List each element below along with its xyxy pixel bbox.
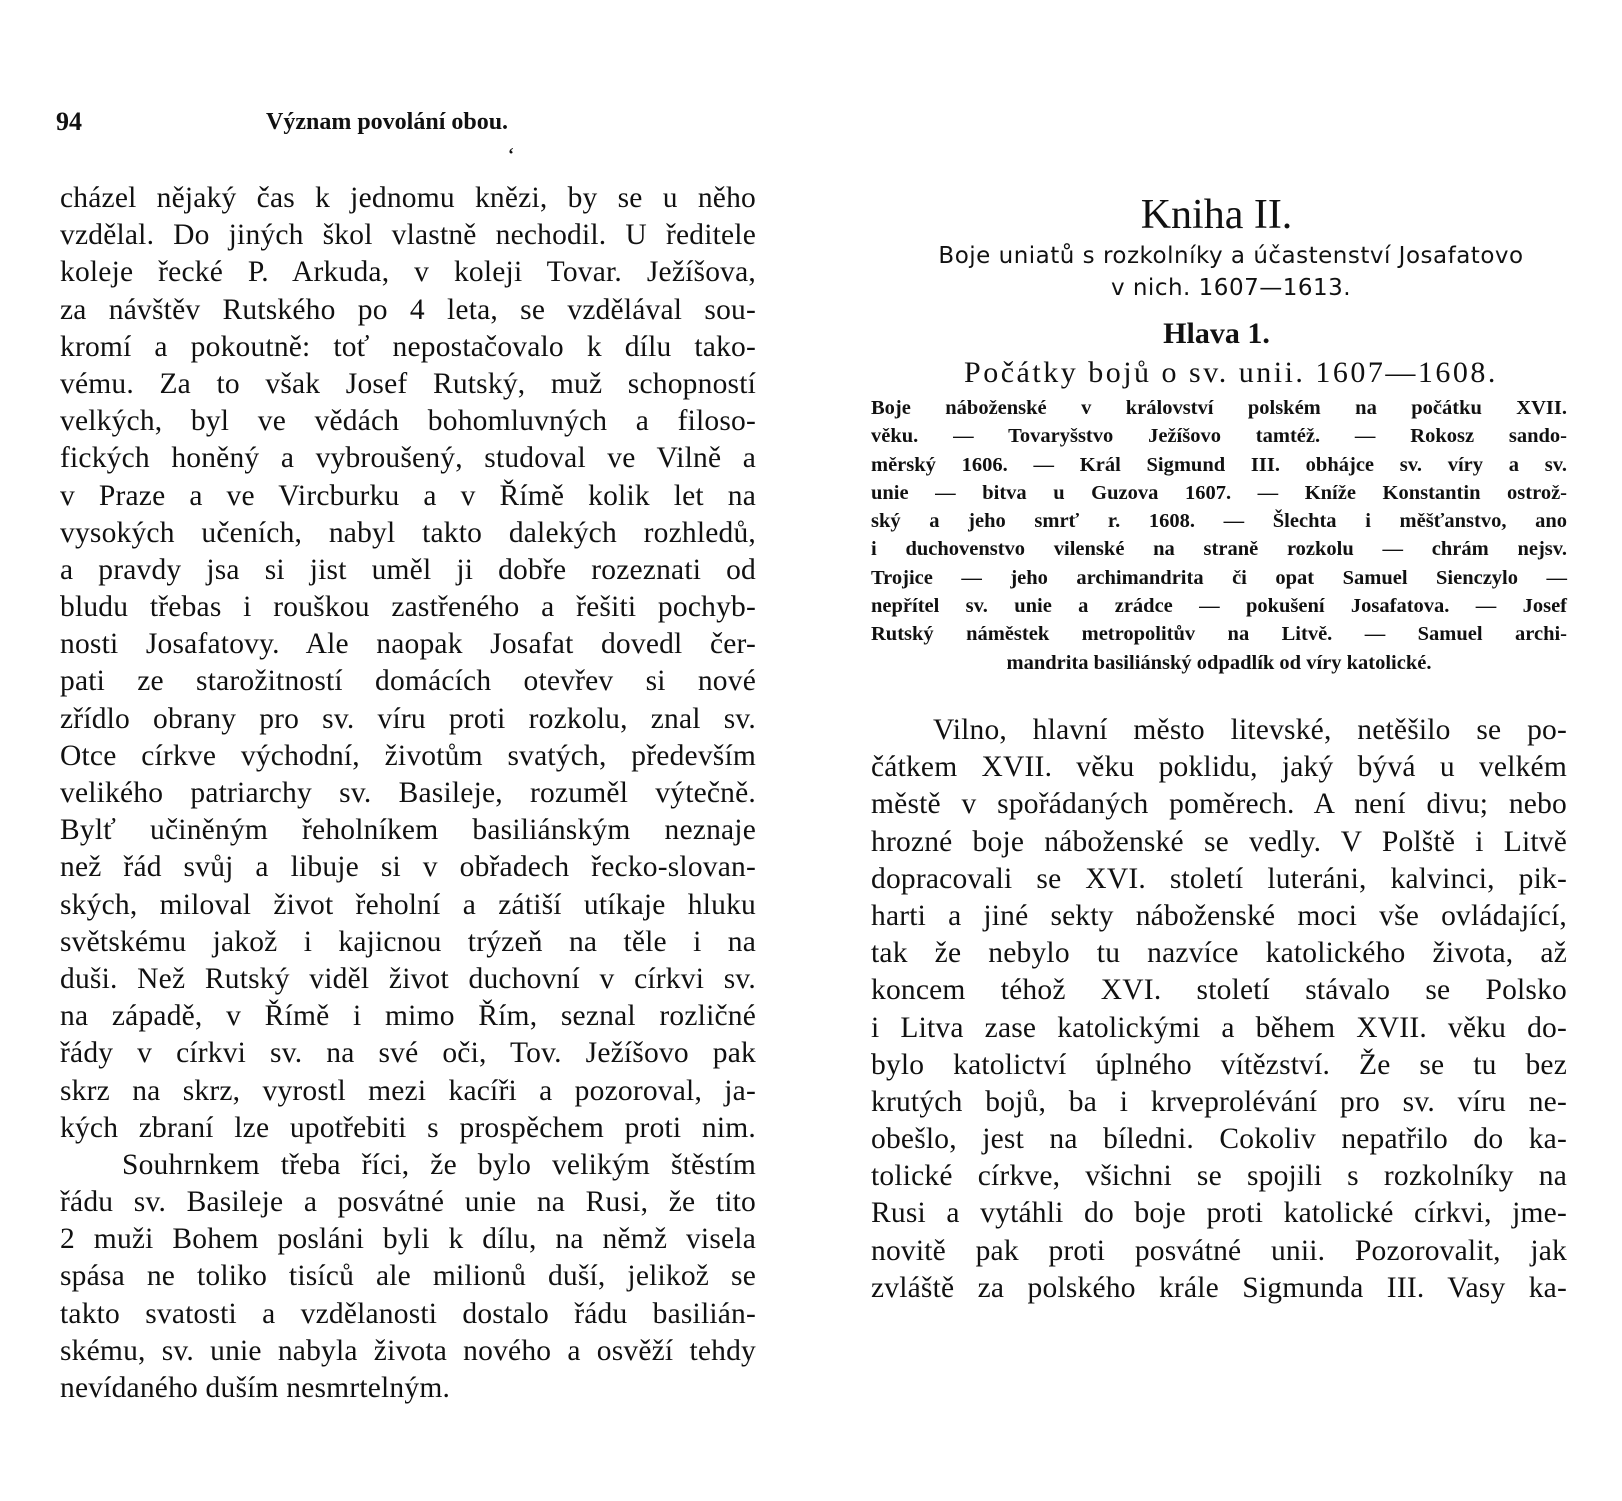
text-line: velikého patriarchy sv. Basileje, rozuměl výtečně.	[60, 777, 756, 809]
text-line: krutých bojů, ba i krveprolévání pro sv. víru ne-	[871, 1085, 1567, 1118]
text-line: za návštěv Rutského po 4 leta, se vzdělával sou-	[60, 293, 756, 326]
text-line: zřídlo obrany pro sv. víru proti rozkolu, znal sv.	[60, 702, 756, 735]
text-line: Rusi a vytáhli do boje proti katolické církvi, jme-	[871, 1197, 1567, 1230]
text-line: i Litva zase katolickými a během XVII. věku do-	[871, 1011, 1567, 1044]
text-line: kromí a pokoutně: toť nepostačovalo k dílu tako-	[60, 330, 756, 363]
text-line: harti a jiné sekty náboženské moci vše ovládající,	[871, 899, 1567, 932]
text-line: kých zbraní lze upotřebiti s prospěchem proti nim.	[60, 1111, 756, 1144]
text-line: Bylť učiněným řeholníkem basiliánským neznaje	[60, 814, 756, 847]
summary-line: nepřítel sv. unie a zrádce — pokušení Josafatova. — Josef	[871, 595, 1567, 618]
text-line: tolické církve, všichni se spojili s rozkolníky na	[871, 1160, 1567, 1193]
right-page	[811, 0, 1622, 1501]
text-line: a pravdy jsa si jist uměl ji dobře rozeznati od	[60, 553, 756, 586]
book-title: Kniha II.	[1140, 192, 1293, 238]
text-line: čátkem XVII. věku poklidu, jaký bývá u velkém	[871, 751, 1567, 784]
text-line: Souhrnkem třeba říci, že bylo velikým štěstím	[122, 1148, 756, 1181]
section-subtitle	[871, 240, 1591, 304]
chapter-title: Počátky bojů o sv. unii. 1607—1608.	[964, 356, 1498, 389]
text-line: koncem téhož XVI. století stávalo se Polsko	[871, 974, 1567, 1007]
summary-line: Rutský náměstek metropolitův na Litvě. — Samuel archi-	[871, 623, 1567, 646]
text-line: tak že nebylo tu nazvíce katolického života, až	[871, 937, 1567, 970]
text-line: 2 muži Bohem posláni byli k dílu, na němž visela	[60, 1223, 756, 1256]
subtitle-line: v nich. 1607—1613.	[1110, 275, 1352, 301]
running-head	[56, 102, 756, 142]
text-line: spása ne toliko tisíců ale milionů duší, jelikož se	[60, 1260, 756, 1293]
summary-line: Trojice — jeho archimandrita či opat Samuel Sienczylo —	[871, 566, 1567, 589]
text-line: Vilno, hlavní město litevské, netěšilo se po-	[933, 714, 1567, 746]
ink-mark: ‘	[508, 144, 514, 164]
text-line: nosti Josafatovy. Ale naopak Josafat dovedl čer-	[60, 628, 756, 661]
text-line: skému, sv. unie nabyla života nového a osvěží tehdy	[60, 1334, 756, 1367]
text-line: světskému jakož i kajicnou trýzeň na těle i na	[60, 925, 756, 958]
summary-line: unie — bitva u Guzova 1607. — Kníže Konstantin ostrož-	[871, 481, 1567, 504]
summary-line: Boje náboženské v království polském na počátku XVII.	[871, 397, 1567, 419]
text-line: hrozné boje náboženské se vedly. V Polště i Litvě	[871, 825, 1567, 858]
text-line: koleje řecké P. Arkuda, v koleji Tovar. Ježíšova,	[60, 256, 756, 289]
text-line: ských, miloval život řeholní a zátiší utíkaje hluku	[60, 888, 756, 921]
text-line: Otce církve východní, životům svatých, především	[60, 739, 756, 772]
text-line: novitě pak proti posvátné unii. Pozorovalit, jak	[871, 1234, 1567, 1267]
text-line: bylo katolictví úplného vítězství. Že se tu bez	[871, 1048, 1567, 1081]
left-body-text	[60, 180, 756, 1407]
text-line: skrz na skrz, vyrostl mezi kacíři a pozoroval, ja-	[60, 1074, 756, 1107]
text-line: městě v spořádaných poměrech. A není divu; nebo	[871, 788, 1567, 821]
summary-line: i duchovenstvo vilenské na straně rozkolu — chrám nejsv.	[871, 538, 1567, 561]
subtitle-line: Boje uniatů s rozkolníky a účastenství Josafatovo	[938, 243, 1524, 269]
page-number: 94	[56, 107, 82, 136]
text-line: nevídaného duším nesmrtelným.	[60, 1372, 451, 1404]
text-line: velkých, byl ve vědách bohomluvných a filoso-	[60, 405, 756, 438]
text-line: vysokých učeních, nabyl takto dalekých rozhledů,	[60, 516, 756, 549]
chapter-summary	[871, 394, 1567, 677]
running-title: Význam povolání obou.	[266, 109, 509, 135]
text-line: duši. Než Rutský viděl život duchovní v církvi sv.	[60, 962, 756, 995]
text-line: fických honěný a vybroušený, studoval ve Vilně a	[60, 442, 756, 475]
summary-line: mandrita basiliánský odpadlík od víry katolické.	[1006, 651, 1432, 674]
summary-line: věku. — Tovaryšstvo Ježíšovo tamtéž. — Rokosz sando-	[871, 425, 1567, 448]
text-line: dopracovali se XVI. století luteráni, kalvinci, pik-	[871, 862, 1567, 895]
text-line: zvláště za polského krále Sigmunda III. Vasy ka-	[871, 1271, 1567, 1304]
right-body-text	[871, 712, 1567, 1307]
text-line: bludu třebas i rouškou zastřeného a řešiti pochyb-	[60, 591, 756, 624]
text-line: cházel nějaký čas k jednomu knězi, by se u něho	[60, 182, 756, 214]
text-line: obešlo, jest na bíledni. Cokoliv nepatřilo do ka-	[871, 1123, 1567, 1156]
text-line: vému. Za to však Josef Rutský, muž schopností	[60, 367, 756, 400]
text-line: takto svatosti a vzdělanosti dostalo řádu basilián-	[60, 1297, 756, 1330]
text-line: v Praze a ve Vircburku a v Římě kolik let na	[60, 479, 756, 512]
text-line: řádu sv. Basileje a posvátné unie na Rusi, že tito	[60, 1186, 756, 1219]
text-line: vzdělal. Do jiných škol vlastně nechodil. U ředitele	[60, 219, 756, 252]
summary-line: ský a jeho smrť r. 1608. — Šlechta i měšťanstvo, ano	[871, 510, 1567, 533]
text-line: na západě, v Římě i mimo Řím, seznal rozličné	[60, 1000, 756, 1033]
text-line: pati ze starožitností domácích otevřev si nové	[60, 665, 756, 698]
summary-line: měrský 1606. — Král Sigmund III. obhájce sv. víry a sv.	[871, 453, 1567, 476]
text-line: než řád svůj a libuje si v obřadech řecko-slovan-	[60, 851, 756, 884]
text-line: řády v církvi sv. na své oči, Tov. Ježíšovo pak	[60, 1037, 756, 1070]
chapter-label: Hlava 1.	[1163, 317, 1270, 350]
